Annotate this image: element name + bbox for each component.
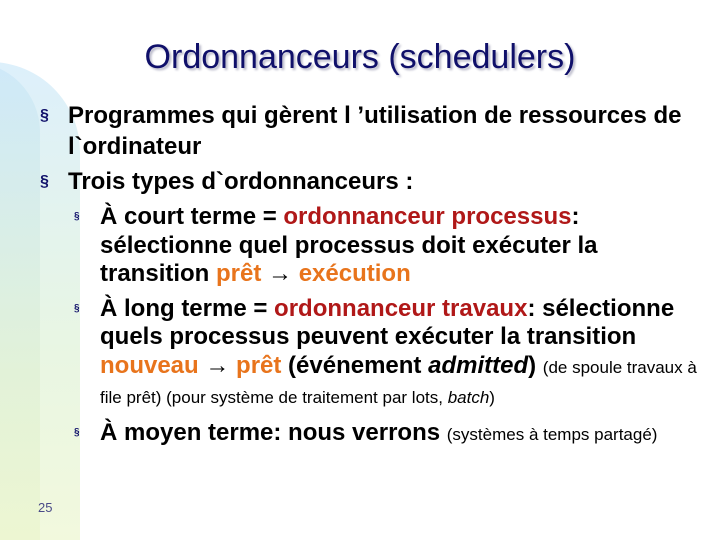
bullet-text: Trois types d`ordonnanceurs : [68, 168, 414, 195]
italic-term: admitted [428, 351, 529, 379]
slide-title: Ordonnanceurs (schedulers) [144, 38, 576, 76]
square-bullet-icon: § [40, 107, 49, 124]
bullet-item [40, 100, 700, 162]
small-note-text: (de spoule travaux à file prêt) (pour système de traitement par lots, [100, 357, 697, 407]
sub-bullet-lead: À long terme = [100, 294, 275, 322]
square-bullet-icon: § [74, 302, 80, 314]
small-italic-term: batch [447, 388, 490, 407]
page-number: 25 [38, 500, 53, 515]
arrow-icon: → [205, 351, 230, 379]
decorative-background-shape-inner [0, 62, 40, 540]
sub-bullet-lead: À moyen terme: nous verrons [100, 418, 447, 446]
state-label: prêt [236, 351, 282, 379]
bullet-text: Programmes qui gèrent l ’utilisation de ressources de l`ordinateur [68, 102, 682, 160]
sub-bullet-item [40, 419, 700, 450]
state-label: prêt [216, 260, 262, 287]
small-note-text: ) [489, 388, 495, 407]
sub-bullet-item [40, 295, 700, 413]
slide-body [40, 100, 700, 449]
small-note: (systèmes à temps partagé) [446, 424, 658, 444]
sub-bullet-item [40, 203, 700, 289]
sub-bullet-text: ) [528, 351, 543, 379]
sub-bullet-text: : sélectionne quels processus peuvent exécuter la transition [100, 294, 675, 350]
emphasis-term: ordonnanceur processus [283, 203, 572, 230]
bullet-item [40, 166, 700, 197]
arrow-icon: → [268, 260, 293, 287]
square-bullet-icon: § [74, 211, 80, 222]
state-label: exécution [298, 260, 411, 287]
state-label: nouveau [100, 351, 199, 379]
square-bullet-icon: § [40, 173, 49, 190]
sub-bullet-text: : sélectionne quel processus doit exécuter la transition [100, 203, 598, 287]
square-bullet-icon: § [74, 426, 80, 438]
sub-bullet-text: (événement [281, 351, 429, 379]
emphasis-term: ordonnanceur travaux [274, 294, 528, 322]
sub-bullet-lead: À court terme = [100, 203, 284, 230]
